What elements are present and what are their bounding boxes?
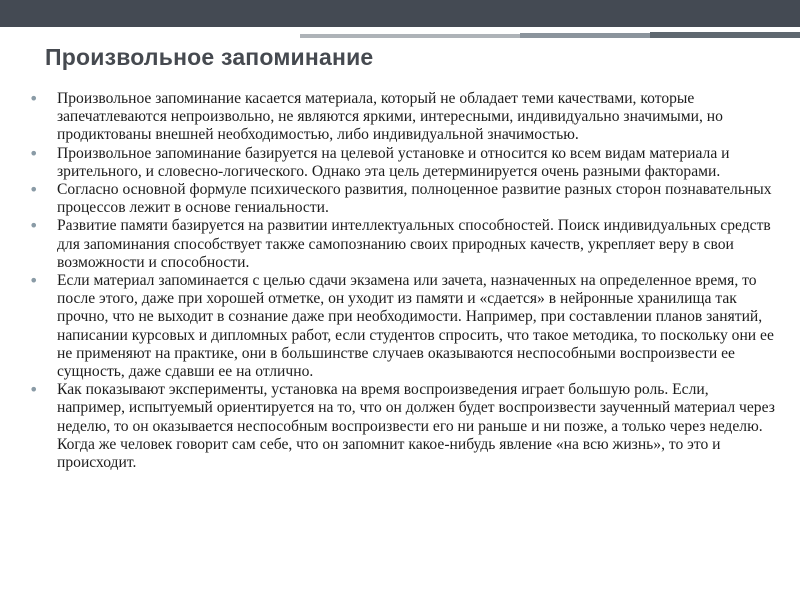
bullet-item: [28, 272, 778, 381]
bullet-item: [28, 90, 778, 145]
bullet-icon: •: [29, 216, 39, 236]
bullet-text: Если материал запоминается с целью сдачи экзамена или зачета, назначенных на определенное время, то после этого, даже при хорошей отметке, он уходит из памяти и «сдается» в нейронные хранилища так прочно, что не выходит в сознание даже при необходимости. Например, при составлении планов занятий, написании курсовых и дипломных работ, если студентов спросить, что такое методика, то поскольку они ее не применяют на практике, они в большинстве случаев оказываются неспособными воспроизвести ее сущность, даже сдавши ее на отлично.: [57, 272, 774, 381]
bullet-icon: •: [29, 271, 39, 291]
header-band: [0, 0, 800, 27]
bullet-icon: •: [29, 180, 39, 200]
bullet-item: [28, 145, 778, 181]
bullet-list: [28, 90, 778, 472]
bullet-icon: •: [29, 89, 39, 108]
bullet-text: Произвольное запоминание касается материала, который не обладает теми качествами, которые запечатлеваются непроизвольно, не являются яркими, интересными, индивидуально значимыми, но продиктованы внешней необходимостью, либо индивидуальной значимостью.: [57, 90, 723, 144]
slide-title: Произвольное запоминание: [45, 44, 374, 70]
bullet-text: Развитие памяти базируется на развитии интеллектуальных способностей. Поиск индивидуальных средств для запоминания способствует также самопознанию своих природных качеств, укрепляет веру в свои возможности и способности.: [57, 217, 771, 271]
bullet-icon: •: [29, 143, 39, 163]
bullet-item: [28, 181, 778, 217]
bullet-icon: •: [29, 380, 39, 400]
accent-line-dark: [650, 32, 800, 38]
bullet-text: Согласно основной формуле психического развития, полноценное развитие разных сторон познавательных процессов лежит в основе гениальности.: [57, 181, 772, 217]
bullet-item: [28, 381, 778, 472]
bullet-text: Произвольное запоминание базируется на целевой установке и относится ко всем видам материала и зрительного, и словесно-логического. Однако эта цель детерминируется очень разными факторами.: [57, 144, 730, 180]
bullet-item: [28, 217, 778, 272]
bullet-text: Как показывают эксперименты, установка на время воспроизведения играет большую роль. Если, например, испытуемый ориентируется на то, что он должен будет воспроизвести заученный материал через неделю, то он оказывается неспособным воспроизвести его ни раньше и ни позже, а только через неделю. Когда же человек говорит сам себе, что он запомнит какое-нибудь явление «на всю жизнь», то это и происходит.: [57, 381, 775, 472]
